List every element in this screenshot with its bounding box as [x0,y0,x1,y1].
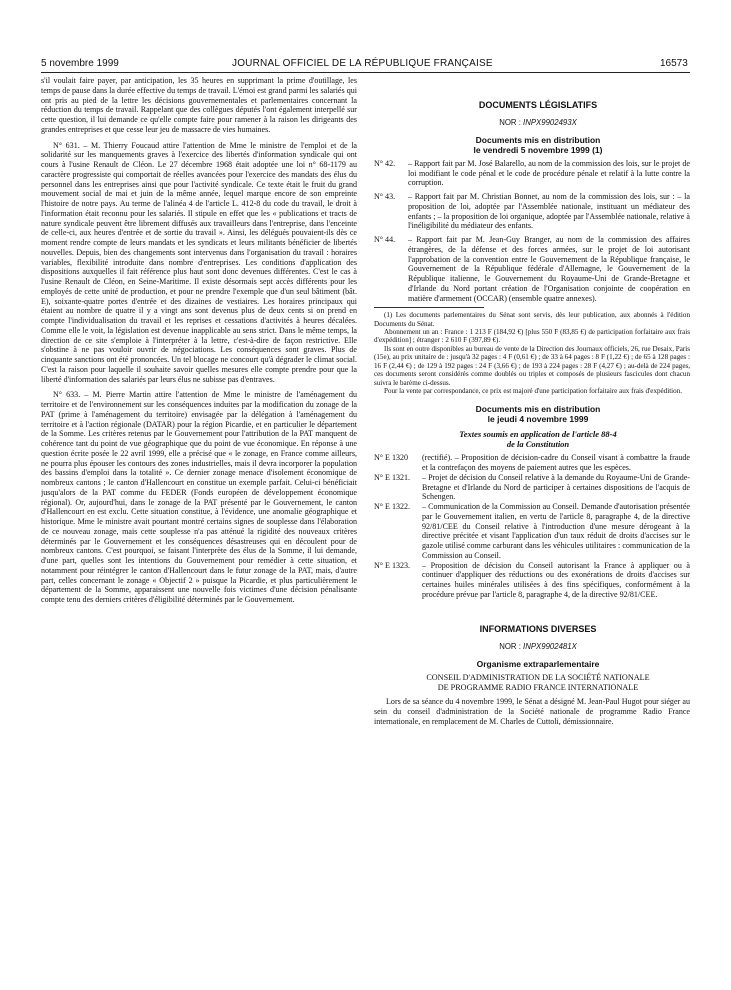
item-number: N° 43. [374,192,396,201]
left-column [41,76,357,976]
item-text: – Rapport fait par M. Jean-Guy Branger, au nom de la commission des affaires étrangères, de la défense et des forces armées, sur le projet de loi autorisant l'approbation de la convention entre le Gouvernement de la République française, le Gouvernement de la République fédérale d'Allemagne, le Gouvernement de la République italienne, le Gouvernement du Royaume-Uni de Grande-Bretagne et d'Irlande du Nord portant création de l'Organisation conjointe de coopération en matière d'armement (OCCAR) (ensemble quatre annexes). [408,235,690,303]
texts-article-heading: Textes soumis en application de l'article 88-4 [459,429,617,440]
nor-code: INPX9902493X [523,118,577,127]
item-number: N° E 1320 [374,453,409,463]
nor-code: INPX9902481X [523,641,577,651]
council-title-line-2: DE PROGRAMME RADIO FRANCE INTERNATIONALE [437,683,639,693]
item-text: – Rapport fait par M. José Balarello, au nom de la commission des lois, sur le projet de loi modifiant le code pénal et le code de procédure pénale et relatif à la lutte contre la corruption. [408,158,690,188]
distribution-title-1: Documents mis en distribution [475,134,601,145]
paragraph-continuation: s'il voulait faire payer, par anticipation, les 35 heures en supprimant la prime d'outillage, les temps de pause dans la durée effective du temps de travail. L'émoi est grand parmi les salariés qui ont pris au pied de la lettre les décisions gouvernementales et parlementaires concernant la réduction du temps de travail. Rappelant que des collègues députés l'ont également interpellé sur cette question, il lui demande ce qu'elle compte faire pour ramener à la raison les dirigeants des grandes entreprises et que cesse leur jeu de massacre de vies humaines. [41,76,357,134]
item-text: – Projet de décision du Conseil relative à la demande du Royaume-Uni de Grande-Bretagne et d'Irlande du Nord de participer à certaines dispositions de l'acquis de Schengen. [422,472,690,502]
item-number: N° E 1321. [374,472,411,482]
right-column [374,76,690,976]
item-text: – Rapport fait par M. Christian Bonnet, au nom de la commission des lois, sur : – la proposition de loi, adoptée par l'Assemblée nationale, instituant un médiateur des enfants ; – la proposition de loi organique, adoptée par l'Assemblée nationale, relative à l'inéligibilité du médiateur des enfants. [408,192,690,231]
page-header [0,58,731,72]
distribution-date-2: le jeudi 4 novembre 1999 [487,414,589,425]
list-item [374,561,690,600]
item-text: – Proposition de décision du Conseil autorisant la France à appliquer ou à continuer d'appliquer des réductions ou des exonérations de droits d'accises sur certaines huiles minérales utilisées à des fins spécifiques, conformément à la procédure prévue par l'article 8, paragraphe 4, de la directive 92/81/CEE. [422,560,690,599]
item-number: N° 42. [374,158,396,168]
item-number: N° 44. [374,235,396,244]
journal-title: JOURNAL OFFICIEL DE LA RÉPUBLIQUE FRANÇAISE [232,58,493,69]
list-item [374,502,690,561]
item-number: N° E 1323. [374,560,411,570]
section-title-documents-legislatifs: DOCUMENTS LÉGISLATIFS [478,100,598,110]
item-text: – Communication de la Commission au Conseil. Demande d'autorisation présentée par le Gouvernement italien, en vertu de l'article 8, paragraphe 4, de la directive 92/81/CEE du Conseil relative à l'introduction d'une mesure dérogeant à la directive précitée et visant l'application d'un taux réduit de droits d'accises sur le gazole utilisé comme carburant dans les véhicules utilitaires : communication de la Commission au Conseil. [422,502,690,560]
list-item [374,192,690,231]
footnote-mail-order: Pour la vente par correspondance, ce prix est majoré d'une participation forfaitaire aux frais d'expédition. [384,386,683,395]
nor-reference-1 [374,118,690,128]
list-item [374,235,690,303]
organism-title: Organisme extraparlementaire [476,659,600,670]
list-item [374,159,690,188]
footnote-separator [374,307,484,308]
item-number: N° E 1322. [374,502,411,512]
list-item [374,453,690,473]
header-rule [41,72,690,73]
texts-constitution-heading: de la Constitution [506,439,570,450]
distribution-title-2: Documents mis en distribution [475,404,601,415]
question-633: N° 633. – M. Pierre Martin attire l'attention de Mme le ministre de l'aménagement du territoire et de l'environnement sur les conséquences induites par la modification du zonage de la PAT (prime à l'aménagement du territoire) envisagée par la délégation à l'aménagement du territoire et à l'action régionale (DATAR) pour la région Picardie, et en particulier le département de la Somme. Les critères retenus par le Gouvernement pour l'attribution de la PAT manquent de cohérence tant du point de vue géographique que du point de vue économique. En réponse à une question écrite posée le 22 avril 1999, elle a précisé que « le zonage, en France comme ailleurs, ne pourra plus épouser les contours des zones industrielles, mais il devra incorporer la population des bassins d'emploi dans la totalité ». Ce dernier zonage menace d'isolement économique de nombreux cantons ; le canton d'Hallencourt en constitue un exemple parfait. Celui-ci bénéficiait jusqu'alors de la PAT comme du FEDER (Fonds européen de développement économique régional). Or, aujourd'hui, dans le zonage de la PAT présenté par le Gouvernement, le canton d'Hallencourt en est exclu. Cette situation constitue, à l'évidence, une anomalie géographique et historique. Mme le ministre avait pourtant montré certains signes de souplesse dans l'élaboration de ce nouveau zonage, mais cette souplesse n'a pas atténué la rigidité des nouveaux critères déterminés par le Gouvernement et les conséquences désastreuses qui en découlent pour de nombreux cantons. C'est pourquoi, se faisant l'interprète des élus de la Somme, il lui demande, d'une part, quelles sont les intentions du Gouvernement pour remédier à cette situation, et notamment pour réintégrer le canton d'Hallencourt dans le futur zonage de la PAT, mais, d'autre part, celles concernant le zonage « Objectif 2 » puisque la Picardie, et plus particulièrement le département de la Somme, apparaissent une nouvelle fois victimes d'une décision pénalisante compte tenu des derniers critères d'éligibilité déterminés par le Gouvernement. [41,390,357,604]
nor-reference-2 [374,642,690,652]
question-631: N° 631. – M. Thierry Foucaud attire l'attention de Mme le ministre de l'emploi et de la solidarité sur les manquements graves à l'exercice des libertés d'information syndicale qui ont cours à l'usine Renault de Cléon. Le 27 décembre 1968 était adoptée une loi n° 68-1179 au caractère progressiste qui comportait de réelles avancées pour l'exercice des mandats des élus du personnel dans les entreprises ainsi que pour l'activité syndicale. Ce texte était le fruit du grand mouvement social de mai et juin de la même année, lequel marque encore de son empreinte l'histoire de notre pays. Au terme de l'alinéa 4 de l'article L. 412-8 du code du travail, le droit à l'information était reconnu pour les salariés. Il stipule en effet que les « publications et tracts de nature syndicale peuvent être librement diffusés aux travailleurs dans l'entreprise, dans l'enceinte de celle-ci, aux heures d'entrée et de sortie du travail ». Ainsi, les délégués pouvaient-ils dès ce moment rendre compte de leurs mandats et les syndicats et leurs militants bénéficier de libertés nouvelles. Depuis, bien des changements sont intervenus dans l'organisation du travail : horaires variables, flexibilité introduite dans nombre d'entreprises. Les conditions d'application des dispositions auxquelles il fait référence plus haut sont donc devenues différentes. C'est le cas à l'usine Renault de Cléon, en Seine-Maritime. Il existe désormais sept accès différents pour les employés de cette unité de production, et pour ne prendre l'exemple que d'un seul bâtiment (bât. E), soixante-quatre portes d'entrée et des dizaines de vestiaires. Les horaires principaux qui étaient au nombre de quatre il y a vingt ans sont devenus plus de deux cents si on prend en compte l'individualisation du travail et les reprises et cessations d'activités à heures décalées. Comme elle le voit, la législation est devenue inapplicable au sens strict. Dans le même temps, la direction de ce site s'emploie à l'interpréter à la lettre, c'est-à-dire de façon restrictive. Elle s'obstine à ne pas vouloir ouvrir de négociations. Les conséquences sont graves. Plus de cinquante sanctions ont été prononcées. Un tel blocage ne concourt qu'à dégrader le climat social. C'est la raison pour laquelle il souhaite savoir quelles mesures elle compte prendre pour que la liberté d'information des salariés par leurs élus ne subisse pas d'entraves. [41,140,357,384]
nor-label: NOR : [499,118,524,127]
page-number: 16573 [660,58,688,69]
nor-label: NOR : [499,641,524,651]
footnote-1: (1) Les documents parlementaires du Sénat sont servis, dès leur publication, aux abonnés à l'édition Documents du Sénat. [374,311,690,328]
section-title-informations-diverses: INFORMATIONS DIVERSES [479,623,597,634]
list-item [374,473,690,502]
distribution-date-1: le vendredi 5 novembre 1999 (1) [473,144,603,155]
footnote-subscription: Abonnement un an : France : 1 213 F (184,92 €) [plus 550 F (83,85 €) de participation forfaitaire aux frais d'expédition] ; étranger : 2 610 F (397,89 €). [374,328,690,345]
item-text: (rectifié). – Proposition de décision-cadre du Conseil visant à combattre la fraude et la contrefaçon des moyens de paiement autres que les espèces. [422,453,690,473]
council-title-line-1: CONSEIL D'ADMINISTRATION DE LA SOCIÉTÉ NATIONALE [426,673,650,683]
footnotes [374,311,690,395]
header-date: 5 novembre 1999 [41,58,119,69]
footnote-prices: Ils sont en outre disponibles au bureau de vente de la Direction des Journaux officiels, 26, rue Desaix, Paris (15e), au prix unitaire de : jusqu'à 32 pages : 4 F (0,61 €) ; de 33 à 64 pages : 8 F (1,22 €) ; de 65 à 128 pages : 16 F (2,44 €) ; de 129 à 192 pages : 24 F (3,66 €) ; de 193 à 224 pages : 28 F (4,27 €) ; au-delà de 224 pages, ces documents seront considérés comme doublés ou triples et composés de plusieurs fascicules dont chacun suivra le barème ci-dessus. [374,344,690,387]
designation-paragraph: Lors de sa séance du 4 novembre 1999, le Sénat a désigné M. Jean-Paul Hugot pour siéger au sein du conseil d'administration de la Société nationale de programme Radio France internationale, en remplacement de M. Charles de Cuttoli, démissionnaire. [374,697,690,726]
